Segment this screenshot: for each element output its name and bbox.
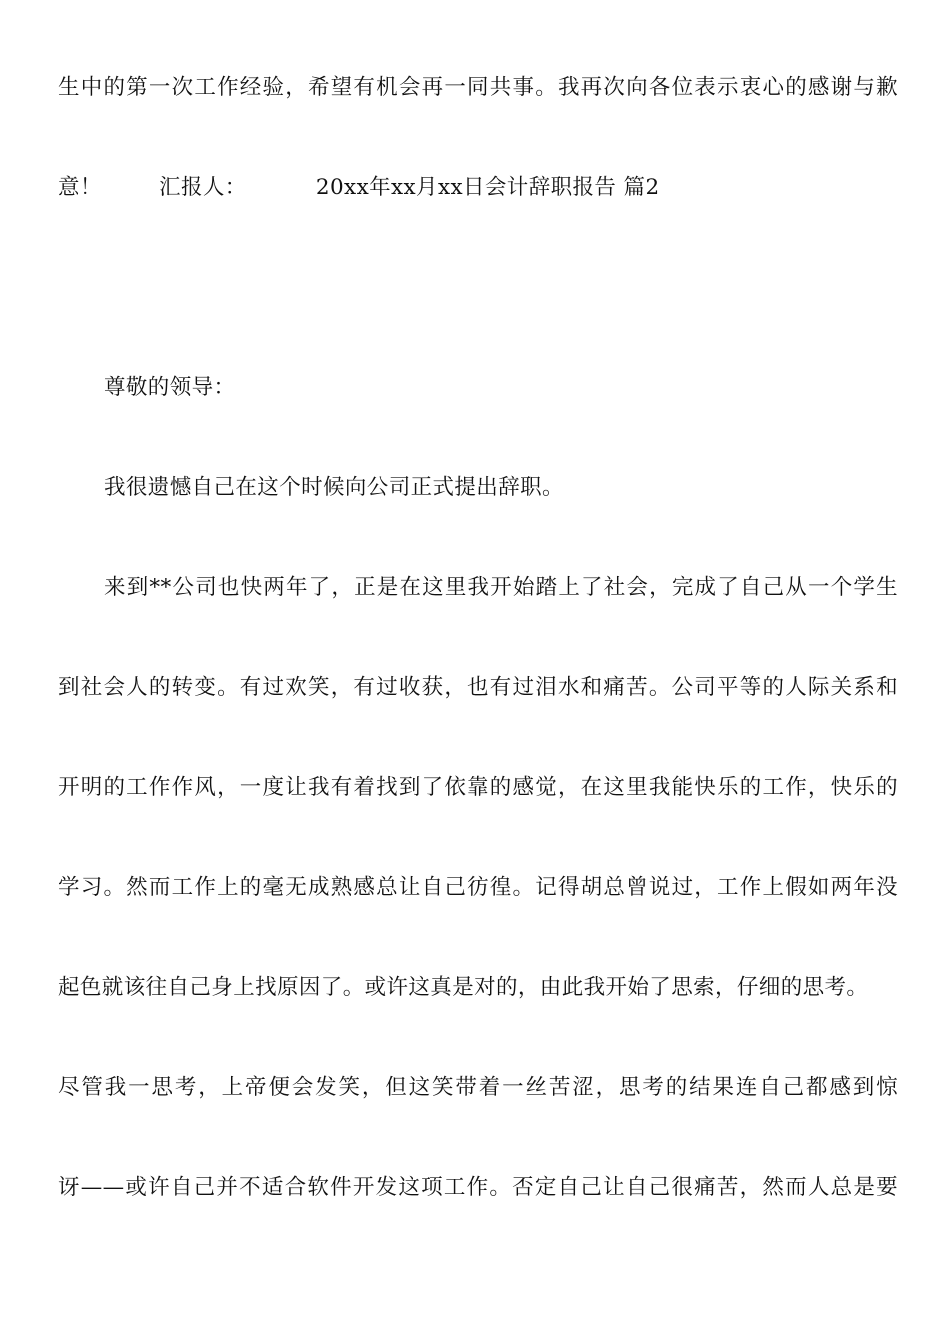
text-line: 尽管我一思考，上帝便会发笑，但这笑带着一丝苦涩，思考的结果连自己都感到惊	[58, 1075, 898, 1100]
text-line: 讶——或许自己并不适合软件开发这项工作。否定自己让自己很痛苦，然而人总是要	[58, 1175, 898, 1200]
text-line-1: 生中的第一次工作经验，希望有机会再一同共事。我再次向各位表示衷心的感谢与歉	[58, 75, 898, 100]
text-line: 到社会人的转变。有过欢笑，有过收获，也有过泪水和痛苦。公司平等的人际关系和	[58, 675, 898, 700]
reporter-label: 汇报人：	[159, 175, 247, 200]
text-line-resignation: 我很遗憾自己在这个时候向公司正式提出辞职。	[104, 475, 564, 500]
text-line: 开明的工作作风，一度让我有着找到了依靠的感觉，在这里我能快乐的工作，快乐的	[58, 775, 898, 800]
salutation: 尊敬的领导：	[104, 375, 236, 400]
text-line: 学习。然而工作上的毫无成熟感总让自己彷徨。记得胡总曾说过，工作上假如两年没	[58, 875, 898, 900]
text-line-para-start: 来到**公司也快两年了，正是在这里我开始踏上了社会，完成了自己从一个学生	[104, 575, 898, 600]
sign-line	[58, 173, 898, 203]
text-line: 起色就该往自己身上找原因了。或许这真是对的，由此我开始了思索，仔细的思考。	[58, 975, 869, 1000]
report-date: 20xx年xx月xx日	[315, 175, 485, 200]
closing-text: 意！	[58, 175, 102, 200]
section-title: 会计辞职报告 篇2	[484, 175, 660, 200]
